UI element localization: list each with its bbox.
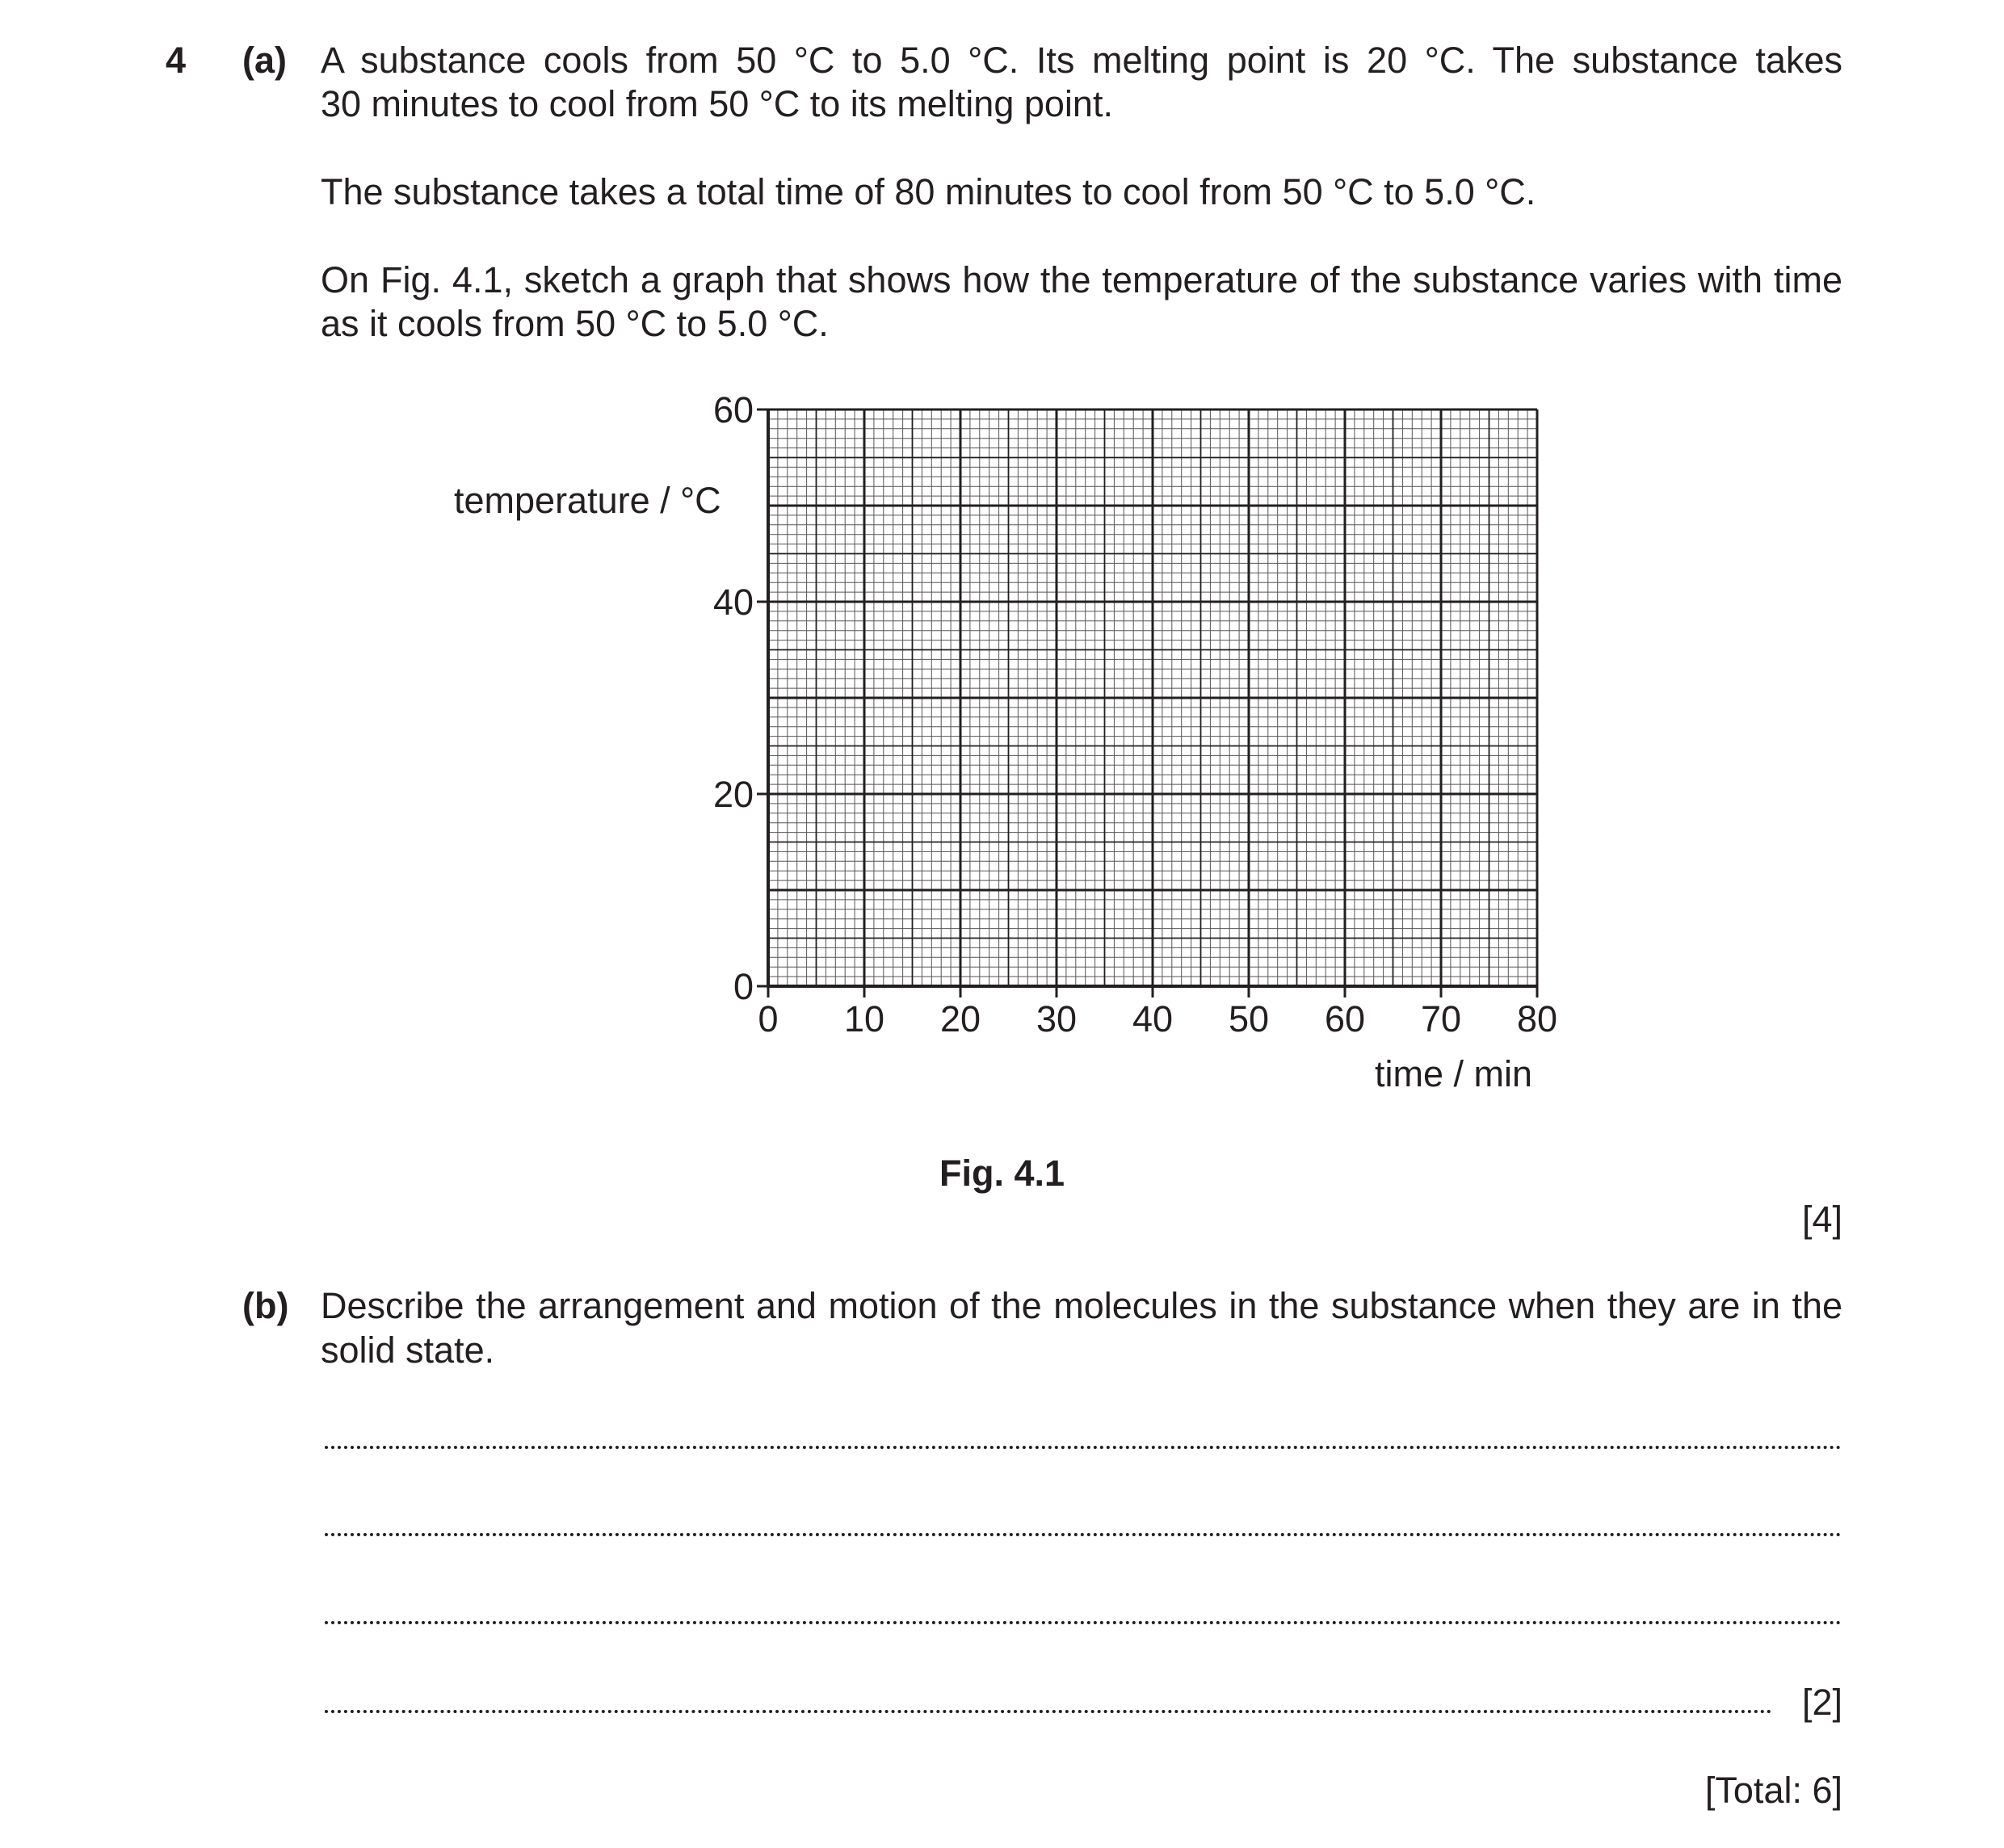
y-tick-label: 40	[712, 582, 754, 623]
y-tick-label: 20	[712, 774, 754, 815]
part-b-line-2: solid state.	[321, 1329, 495, 1371]
part-b-marks: [2]	[1801, 1682, 1842, 1723]
total-marks: [Total: 6]	[1704, 1770, 1842, 1811]
answer-line-1[interactable]	[325, 1446, 1842, 1449]
y-axis-label: temperature / °C	[454, 480, 721, 521]
x-axis-label: time / min	[1375, 1053, 1533, 1094]
x-tick-label: 40	[1132, 998, 1174, 1040]
figure-caption: Fig. 4.1	[939, 1153, 1065, 1194]
x-tick-label: 60	[1324, 998, 1366, 1040]
question-number: 4	[166, 40, 187, 81]
x-tick-label: 10	[843, 998, 885, 1040]
part-a-label: (a)	[242, 40, 287, 81]
part-a-line-1: A substance cools from 50 °C to 5.0 °C. Its melting point is 20 °C. The substance takes	[321, 40, 1842, 81]
answer-line-4[interactable]	[325, 1710, 1772, 1713]
x-tick-label: 80	[1516, 998, 1558, 1040]
part-a-line-2: 30 minutes to cool from 50 °C to its melting point.	[321, 83, 1113, 124]
part-a-line-5: as it cools from 50 °C to 5.0 °C.	[321, 303, 829, 344]
part-a-line-4: On Fig. 4.1, sketch a graph that shows how the temperature of the substance varies with time	[321, 259, 1842, 300]
x-tick-label: 50	[1228, 998, 1270, 1040]
part-b-label: (b)	[242, 1285, 289, 1326]
part-a-marks: [4]	[1801, 1199, 1842, 1240]
x-tick-label: 30	[1036, 998, 1078, 1040]
part-a-line-3: The substance takes a total time of 80 minutes to cool from 50 °C to 5.0 °C.	[321, 171, 1536, 212]
x-tick-label: 70	[1420, 998, 1462, 1040]
y-tick-label: 0	[733, 966, 754, 1007]
y-tick-label: 60	[712, 389, 754, 430]
answer-line-2[interactable]	[325, 1533, 1842, 1536]
x-tick-label: 20	[939, 998, 981, 1040]
x-tick-label: 0	[758, 998, 779, 1040]
part-b-line-1: Describe the arrangement and motion of the molecules in the substance when they are in the	[321, 1285, 1842, 1326]
answer-line-3[interactable]	[325, 1621, 1842, 1624]
tick-labels	[713, 389, 1557, 1040]
